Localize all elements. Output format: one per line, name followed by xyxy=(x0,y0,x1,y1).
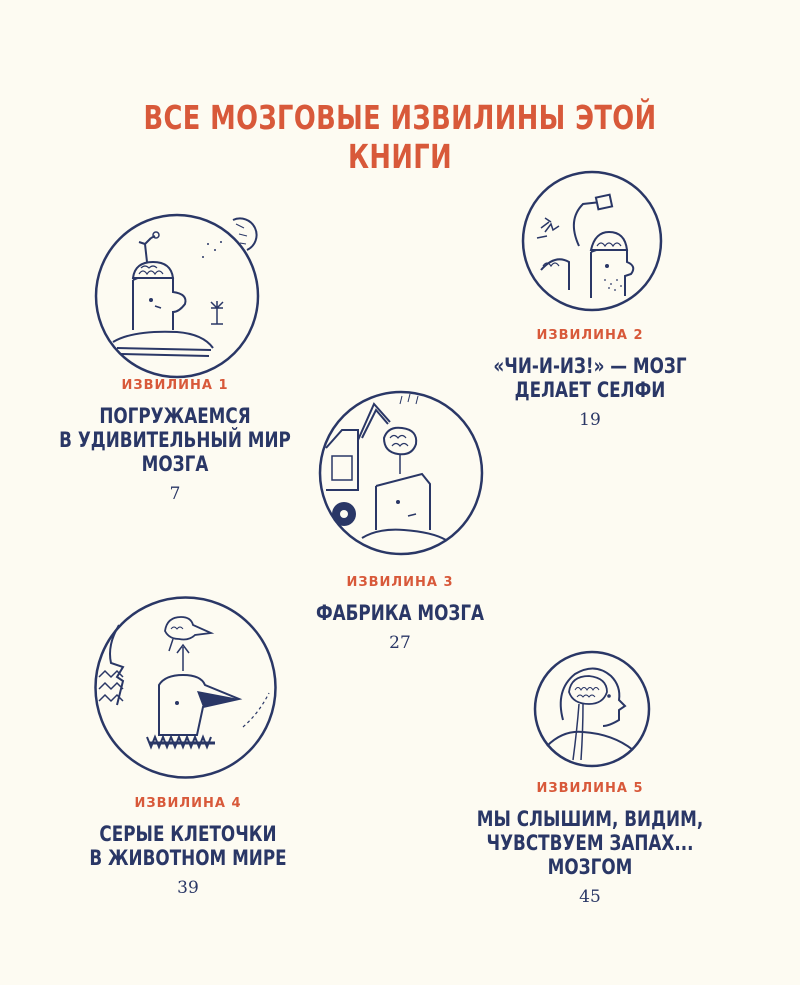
chapter-label: ИЗВИЛИНА 2 xyxy=(536,328,644,343)
chapter-entry-2[interactable] xyxy=(430,328,750,430)
chapter-entry-1[interactable] xyxy=(0,378,350,504)
chapter-page-number: 19 xyxy=(579,410,601,430)
head-with-brain-nerves-icon xyxy=(533,650,651,768)
chapter-title: МЫ СЛЫШИМ, ВИДИМ, ЧУВСТВУЕМ ЗАПАХ... МОЗГОМ xyxy=(476,807,704,879)
page-title: ВСЕ МОЗГОВЫЕ ИЗВИЛИНЫ ЭТОЙ КНИГИ xyxy=(143,98,657,176)
diver-with-brain-icon xyxy=(93,212,261,380)
chapter-entry-3[interactable] xyxy=(240,575,560,653)
chapter-title: СЕРЫЕ КЛЕТОЧКИ В ЖИВОТНОМ МИРЕ xyxy=(89,822,287,870)
chapter-label: ИЗВИЛИНА 5 xyxy=(536,781,644,796)
chapter-page-number: 7 xyxy=(169,484,181,504)
chapter-entry-5[interactable] xyxy=(430,781,750,907)
chapter-label: ИЗВИЛИНА 4 xyxy=(134,796,242,811)
chapter-title: «ЧИ-И-ИЗ!» — МОЗГ ДЕЛАЕТ СЕЛФИ xyxy=(493,354,687,402)
chapter-page-number: 45 xyxy=(579,887,601,907)
chapter-label: ИЗВИЛИНА 3 xyxy=(346,575,454,590)
chapter-page-number: 39 xyxy=(177,878,199,898)
chapter-title: ФАБРИКА МОЗГА xyxy=(315,601,485,625)
chapter-page-number: 27 xyxy=(389,633,411,653)
chapter-entry-4[interactable] xyxy=(0,796,376,898)
chapter-label: ИЗВИЛИНА 1 xyxy=(121,378,229,393)
chapter-title: ПОГРУЖАЕМСЯ В УДИВИТЕЛЬНЫЙ МИР МОЗГА xyxy=(59,404,291,476)
brain-selfie-icon xyxy=(521,170,663,312)
